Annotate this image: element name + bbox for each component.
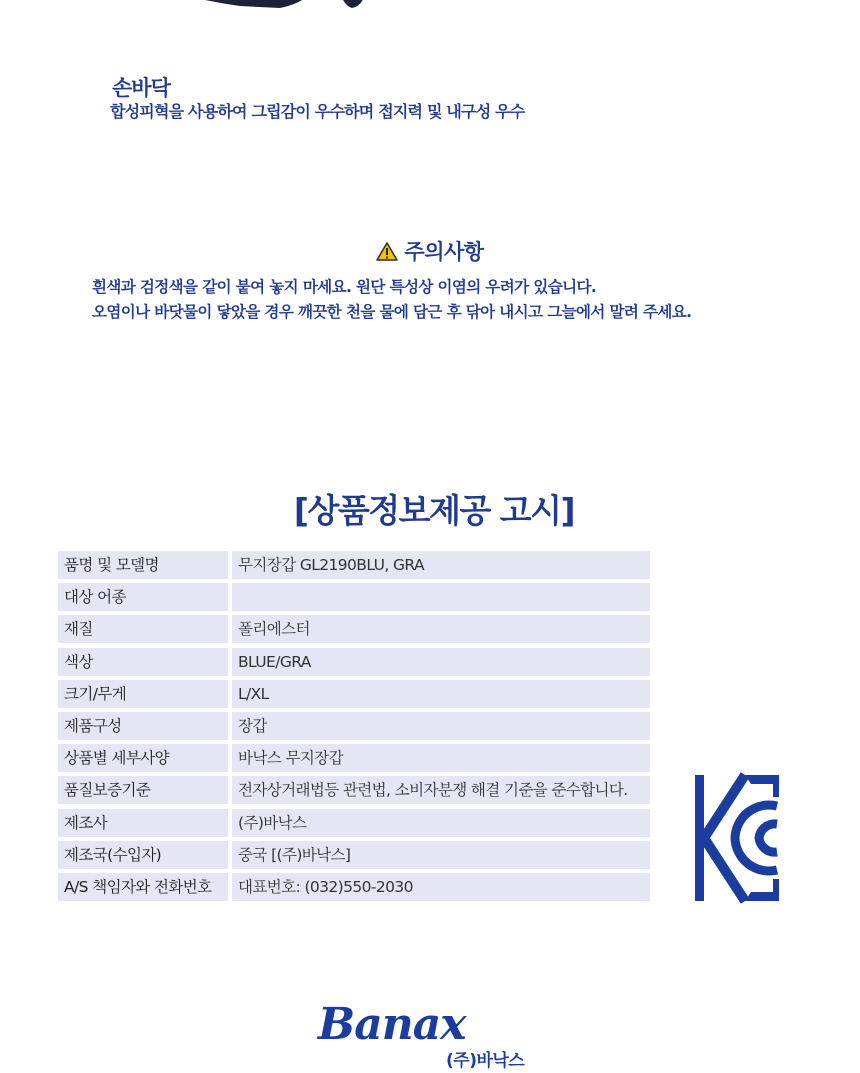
table-row <box>58 809 650 837</box>
product-info-table <box>58 551 650 905</box>
table-label: A/S 책임자와 전화번호 <box>58 873 228 901</box>
table-value <box>232 583 650 611</box>
table-row <box>58 776 650 804</box>
table-label: 대상 어종 <box>58 583 228 611</box>
table-value: 폴리에스터 <box>232 615 650 643</box>
product-info-title: [상품정보제공 고시] <box>293 491 575 530</box>
product-image-fragment <box>180 0 370 18</box>
caution-line-1: 흰색과 검정색을 같이 붙여 놓지 마세요. 원단 특성상 이염의 우려가 있습니다. <box>92 278 597 296</box>
table-value: 전자상거래법등 관련법, 소비자분쟁 해결 기준을 준수합니다. <box>232 776 650 804</box>
table-label: 크기/무게 <box>58 680 228 708</box>
palm-section-description: 합성피혁을 사용하여 그립감이 우수하며 접지력 및 내구성 우수 <box>110 102 525 121</box>
table-label: 재질 <box>58 615 228 643</box>
table-value: BLUE/GRA <box>232 648 650 676</box>
caution-heading <box>0 236 860 266</box>
table-label: 제조국(수입자) <box>58 841 228 869</box>
table-row <box>58 841 650 869</box>
table-label: 제품구성 <box>58 712 228 740</box>
table-row <box>58 551 650 579</box>
table-label: 품명 및 모델명 <box>58 551 228 579</box>
table-row <box>58 712 650 740</box>
table-value: 대표번호: (032)550-2030 <box>232 873 650 901</box>
table-label: 상품별 세부사양 <box>58 744 228 772</box>
table-value: 장갑 <box>232 712 650 740</box>
table-value: 무지장갑 GL2190BLU, GRA <box>232 551 650 579</box>
table-row <box>58 744 650 772</box>
kc-certification-mark <box>693 772 779 904</box>
table-row <box>58 873 650 901</box>
caution-heading-text: 주의사항 <box>404 240 484 264</box>
table-value: 바낙스 무지장갑 <box>232 744 650 772</box>
table-row <box>58 648 650 676</box>
table-value: L/XL <box>232 680 650 708</box>
table-label: 색상 <box>58 648 228 676</box>
table-row <box>58 615 650 643</box>
table-row <box>58 680 650 708</box>
brand-company-name: (주)바낙스 <box>446 1051 525 1071</box>
table-value: (주)바낙스 <box>232 809 650 837</box>
table-row <box>58 583 650 611</box>
table-value: 중국 [(주)바낙스] <box>232 841 650 869</box>
banax-logo: Banax <box>318 999 466 1050</box>
palm-section-title: 손바닥 <box>112 76 170 100</box>
caution-line-2: 오염이나 바닷물이 닿았을 경우 깨끗한 천을 물에 담근 후 닦아 내시고 그늘에서 말려 주세요. <box>92 303 692 321</box>
table-label: 품질보증기준 <box>58 776 228 804</box>
warning-icon <box>376 242 398 261</box>
table-label: 제조사 <box>58 809 228 837</box>
